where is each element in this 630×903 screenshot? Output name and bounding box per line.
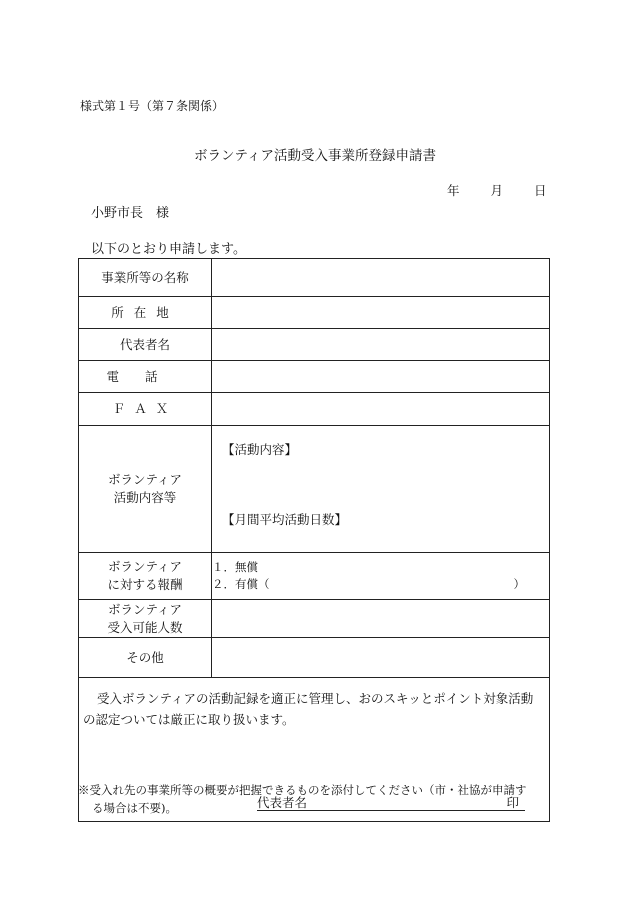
reward-option-unpaid[interactable]: １．無償	[212, 560, 258, 574]
capacity-field[interactable]	[212, 600, 550, 638]
table-row	[79, 426, 550, 553]
business-name-field[interactable]	[212, 259, 550, 297]
document-title: ボランティア活動受入事業所登録申請書	[194, 148, 436, 164]
activity-label-line-1: ボランティア	[107, 472, 182, 487]
field-label-capacity	[79, 600, 212, 638]
table-row	[79, 553, 550, 600]
field-label-business-name: 事業所等の名称	[79, 259, 212, 297]
pledge-text: 受入ボランティアの活動記録を適正に管理し、おのスキッとポイント対象活動の認定ついては厳正に取り扱います。	[83, 691, 534, 727]
attachment-note-continued: る場合は不要)。	[92, 801, 177, 815]
other-field[interactable]	[212, 638, 550, 678]
capacity-label-line-2: 受入可能人数	[107, 619, 183, 635]
table-row	[79, 600, 550, 638]
address-field[interactable]	[212, 297, 550, 329]
intro-text: 以下のとおり申請します。	[91, 242, 246, 257]
table-row	[79, 259, 550, 297]
reward-option-paid-close: ）	[513, 577, 525, 591]
field-label-representative: 代表者名	[79, 329, 212, 361]
reward-option-paid-label: ２．有償（	[212, 577, 270, 591]
activity-content-heading: 【活動内容】	[222, 442, 298, 457]
attachment-note: ※受入れ先の事業所等の概要が把握できるものを添付してください（市・社協が申請す	[78, 783, 527, 797]
field-label-reward	[79, 553, 212, 600]
table-row	[79, 638, 550, 678]
activity-days-heading: 【月間平均活動日数】	[222, 512, 348, 527]
activity-field[interactable]	[212, 426, 550, 553]
form-number: 様式第１号（第７条関係）	[80, 99, 225, 113]
capacity-label-line-1: ボランティア	[107, 601, 182, 617]
fax-field[interactable]	[212, 393, 550, 426]
reward-field[interactable]	[212, 553, 550, 600]
reward-option-paid[interactable]	[212, 576, 549, 593]
table-row	[79, 329, 550, 361]
reward-label-line-2: に対する報酬	[107, 577, 183, 592]
application-form-table	[78, 258, 550, 822]
activity-label-line-2: 活動内容等	[113, 490, 177, 505]
representative-signature-label: 代表者名	[257, 795, 308, 810]
table-row	[79, 297, 550, 329]
date-line	[447, 181, 547, 199]
addressee: 小野市長 様	[91, 206, 170, 221]
date-month-label: 月	[490, 183, 504, 198]
phone-field[interactable]	[212, 361, 550, 393]
table-row	[79, 361, 550, 393]
field-label-fax: ＦＡＸ	[79, 393, 212, 426]
representative-field[interactable]	[212, 329, 550, 361]
seal-label: 印	[506, 795, 519, 810]
field-label-phone: 電話	[79, 361, 212, 393]
date-day-label: 日	[534, 183, 547, 198]
reward-label-line-1: ボランティア	[107, 559, 182, 574]
date-year-label: 年	[447, 183, 460, 198]
table-row	[79, 393, 550, 426]
field-label-other: その他	[79, 638, 212, 678]
field-label-address: 所在地	[79, 297, 212, 329]
field-label-activity	[79, 426, 212, 553]
